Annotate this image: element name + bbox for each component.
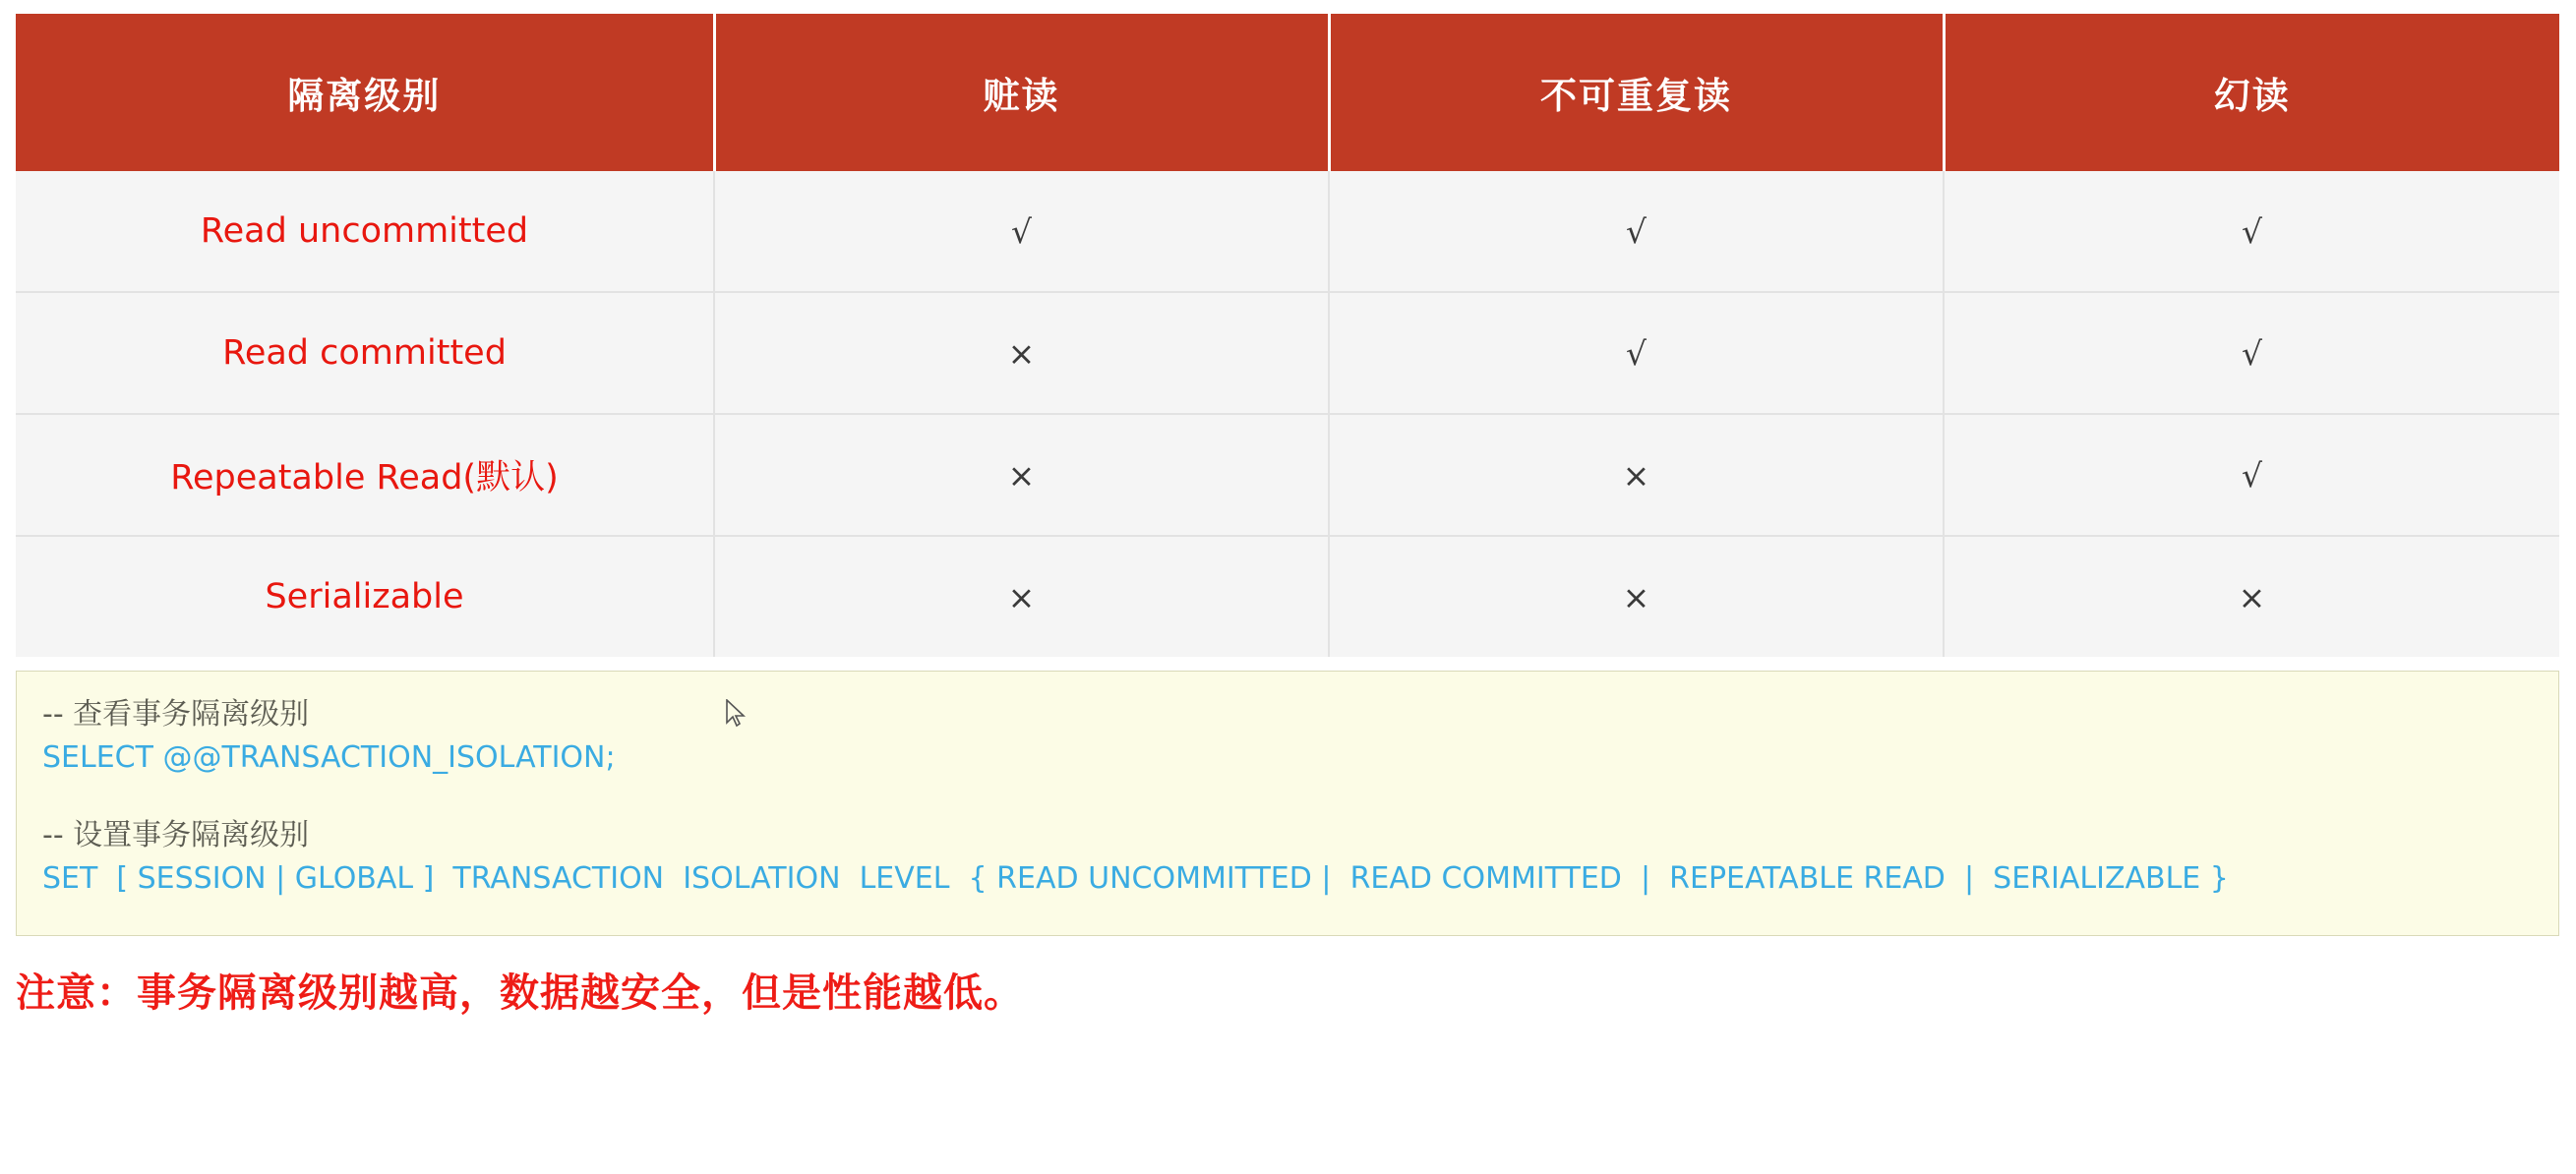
cell-dirty-read: √ xyxy=(714,171,1329,292)
cell-non-repeatable-read: √ xyxy=(1329,171,1944,292)
cell-isolation-level: Read committed xyxy=(16,292,714,414)
cell-isolation-level: Repeatable Read(默认) xyxy=(16,414,714,536)
table-header-row xyxy=(16,14,2559,171)
cell-isolation-level: Read uncommitted xyxy=(16,171,714,292)
cell-non-repeatable-read: × xyxy=(1329,536,1944,657)
column-header-non-repeatable-read: 不可重复读 xyxy=(1329,14,1944,171)
code-blank-line xyxy=(42,781,2533,814)
table-body xyxy=(16,171,2559,657)
code-comment-set-level: -- 设置事务隔离级别 xyxy=(42,817,310,852)
warning-note: 注意：事务隔离级别越高，数据越安全，但是性能越低。 xyxy=(16,970,1024,1016)
code-comment-view-level: -- 查看事务隔离级别 xyxy=(42,697,310,732)
cell-non-repeatable-read: √ xyxy=(1329,292,1944,414)
cell-phantom-read: √ xyxy=(1944,414,2559,536)
cell-dirty-read: × xyxy=(714,292,1329,414)
code-statement-set-isolation: SET [ SESSION | GLOBAL ] TRANSACTION ISOLATION LEVEL { READ UNCOMMITTED | READ COMMITTED | REPEATABLE READ | SERIALIZABLE } xyxy=(42,861,2229,897)
cell-dirty-read: × xyxy=(714,536,1329,657)
table-header xyxy=(16,14,2559,171)
cell-phantom-read: √ xyxy=(1944,292,2559,414)
column-header-dirty-read: 赃读 xyxy=(714,14,1329,171)
cell-non-repeatable-read: × xyxy=(1329,414,1944,536)
isolation-levels-table xyxy=(16,14,2559,657)
cell-dirty-read: × xyxy=(714,414,1329,536)
table-row xyxy=(16,536,2559,657)
column-header-isolation-level: 隔离级别 xyxy=(16,14,714,171)
cell-phantom-read: × xyxy=(1944,536,2559,657)
cell-isolation-level: Serializable xyxy=(16,536,714,657)
table-row xyxy=(16,292,2559,414)
column-header-phantom-read: 幻读 xyxy=(1944,14,2559,171)
table-row xyxy=(16,414,2559,536)
cell-phantom-read: √ xyxy=(1944,171,2559,292)
sql-code-block xyxy=(16,671,2559,936)
code-statement-select-isolation: SELECT @@TRANSACTION_ISOLATION; xyxy=(42,740,616,776)
table-row xyxy=(16,171,2559,292)
